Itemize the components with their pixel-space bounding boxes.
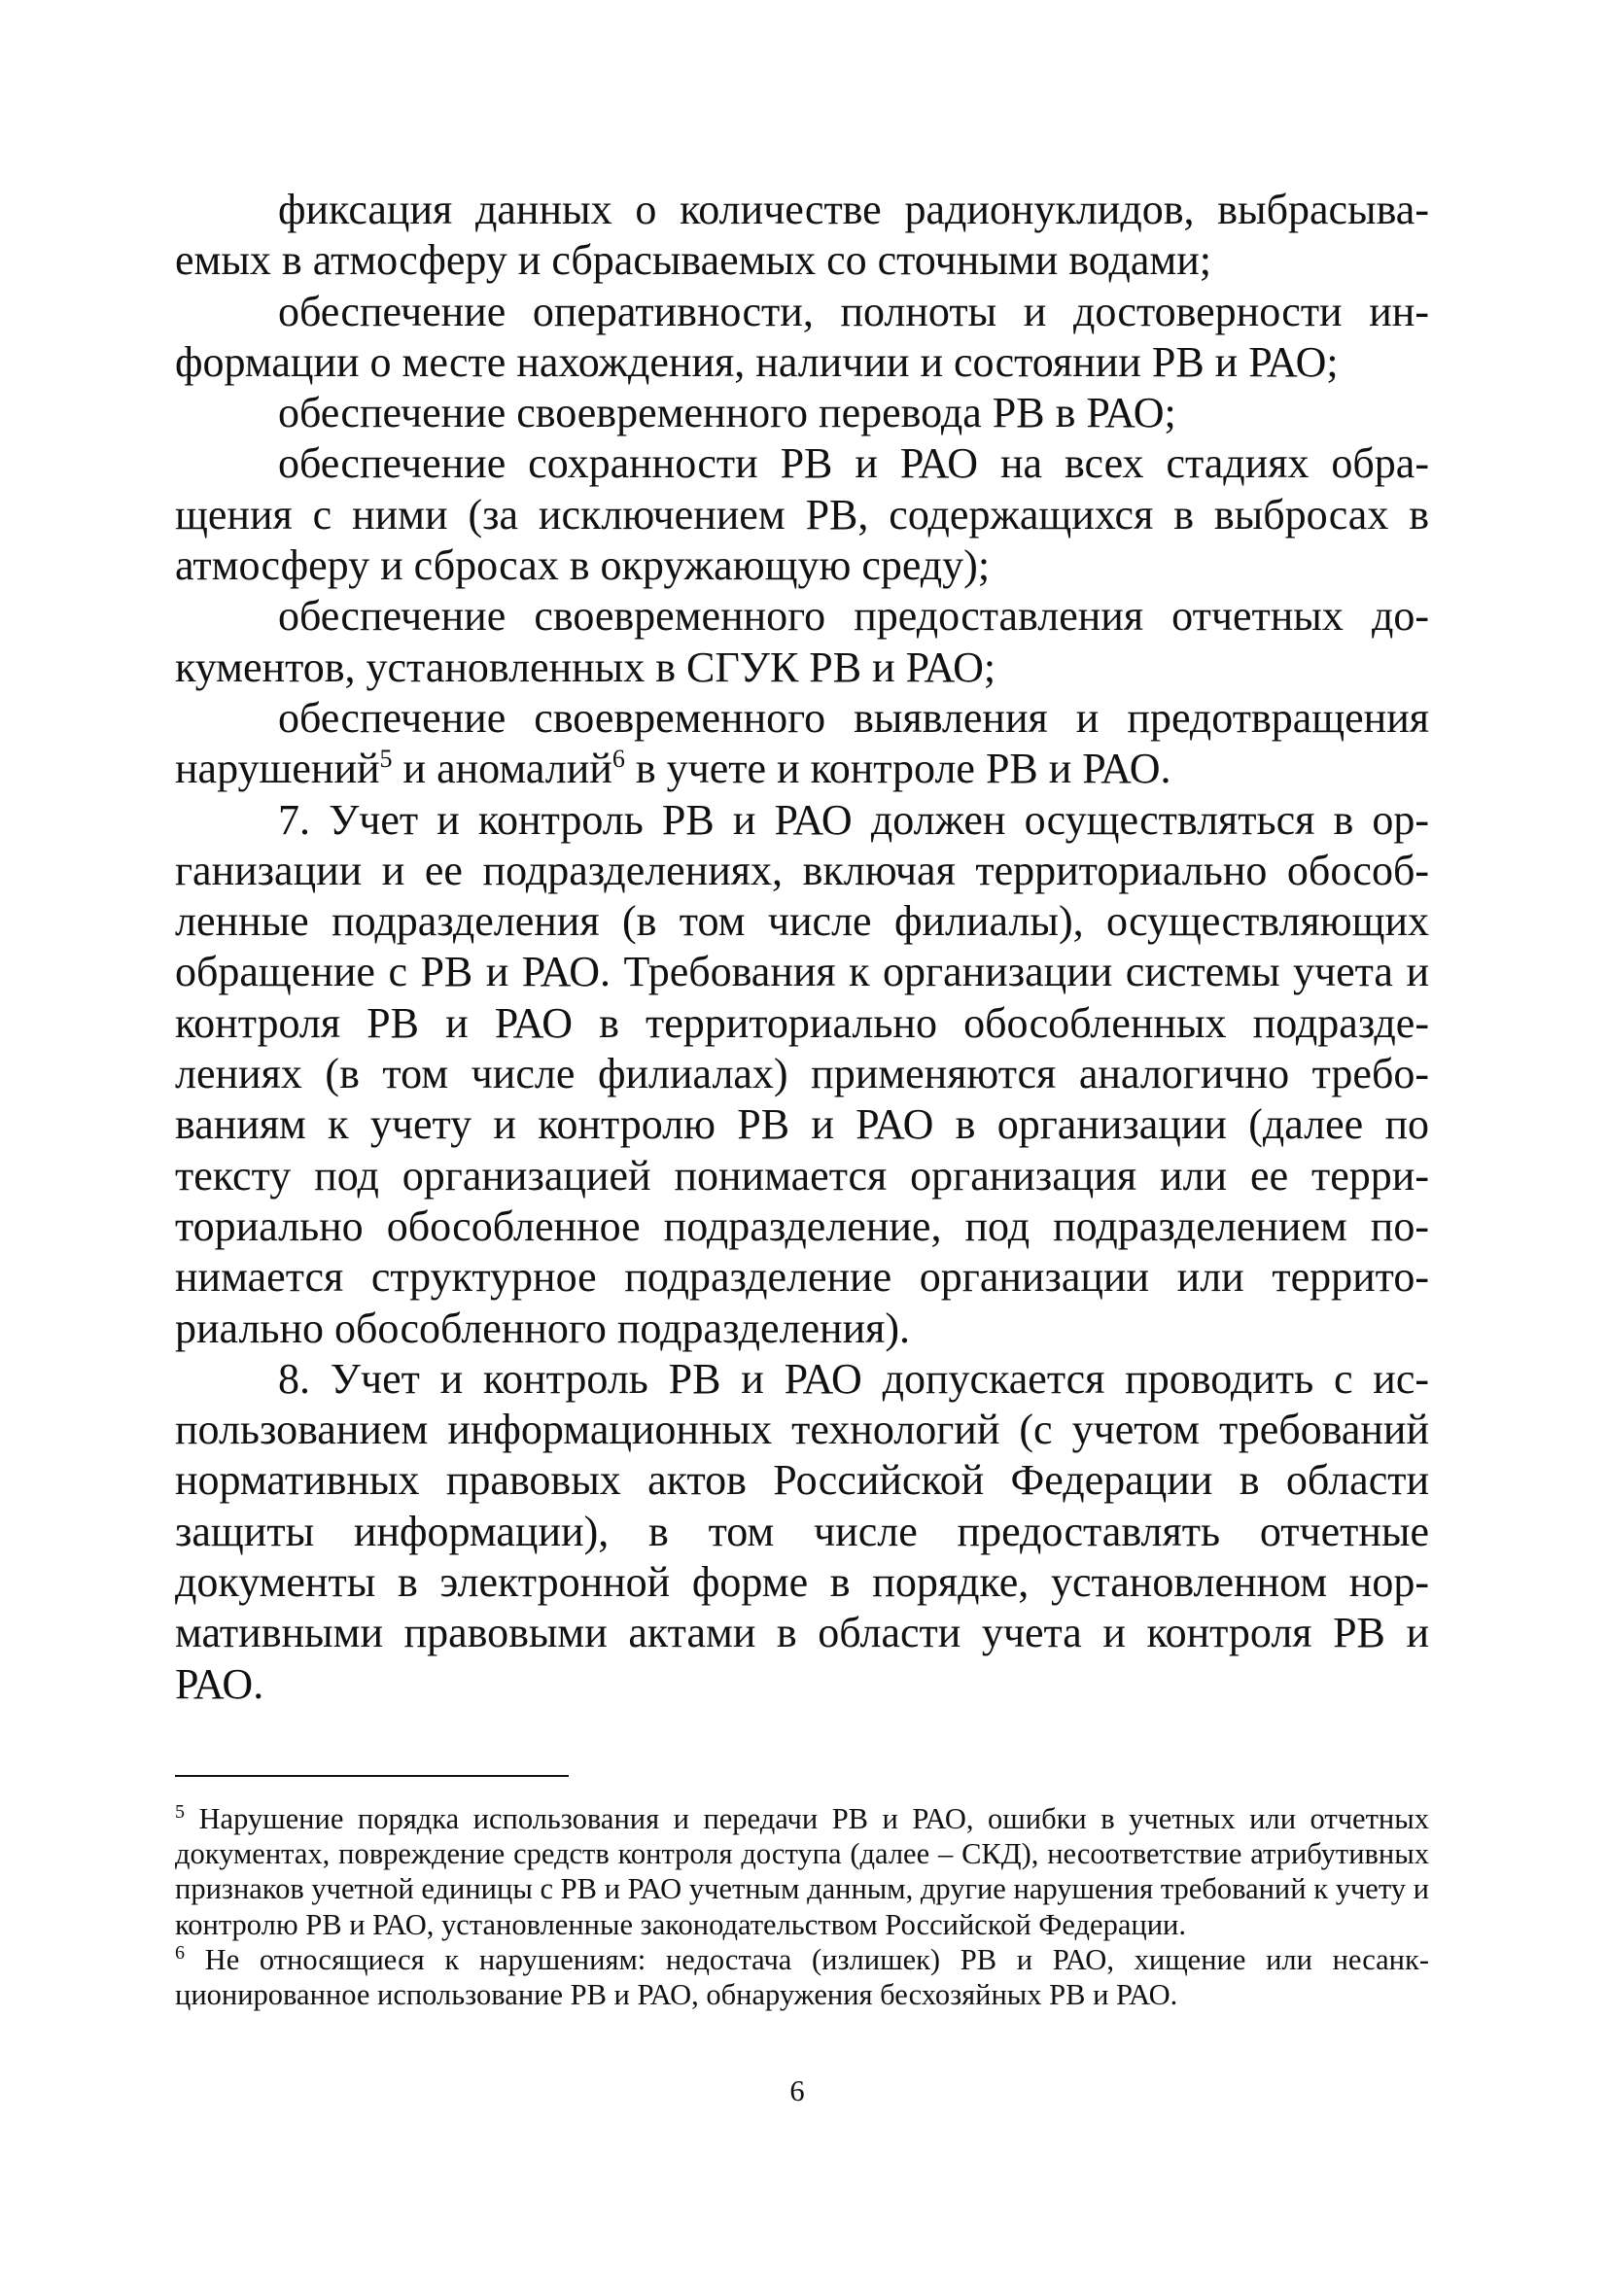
violation-text-middle: и аномалий <box>392 745 612 793</box>
main-text <box>175 185 1429 1710</box>
paragraph-reporting-documents: обеспечение своевременного предоставления отчетных документов, установленных в СГУК РВ и РАО; <box>175 592 1429 691</box>
footnote-separator <box>175 1775 569 1777</box>
footnote-marker-6: 6 <box>175 1941 185 1964</box>
footnote-reference-6: 6 <box>611 745 625 774</box>
paragraph-violation-detection <box>175 693 1429 795</box>
paragraph-safety-storage: обеспечение сохранности РВ и РАО на всех стадиях обращения с ними (за исключением РВ, содержащихся в выбросах в атмосферу и сбросах в окружающую среду); <box>175 439 1429 590</box>
paragraph-section-7: 7. Учет и контроль РВ и РАО должен осуществляться в организации и ее подразделениях, включая территориально обособленные подразделения (в том числе филиалы), осуществляющих обращение с РВ и РАО. Требования к организации системы учета и контроля РВ и РАО в территориально обособленных подразделениях (в том числе филиалах) применяются аналогично требованиям к учету и контролю РВ и РАО в организации (далее по тексту под организацией понимается организация или ее территориально обособленное подразделение, под подразделением понимается структурное подразделение организации или территориально обособленного подразделения). <box>175 795 1429 1352</box>
footnote-5 <box>175 1801 1429 1942</box>
footnote-text-5: Нарушение порядка использования и передачи РВ и РАО, ошибки в учетных или отчетных документах, повреждение средств контроля доступа (далее – СКД), несоответствие атрибутивных признаков учетной единицы с РВ и РАО учетным данным, другие нарушения требований к учету и контролю РВ и РАО, установленные законодательством Российской Федерации. <box>175 1802 1429 1941</box>
footnote-6 <box>175 1942 1429 2012</box>
violation-text-end: в учете и контроле РВ и РАО. <box>624 745 1171 793</box>
footnote-marker-5: 5 <box>175 1801 185 1823</box>
violation-text-start: обеспечение своевременного выявления и предотвращения нарушений <box>175 693 1429 793</box>
paragraph-section-8: 8. Учет и контроль РВ и РАО допускается проводить с использованием информационных технологий (с учетом требований нормативных правовых актов Российской Федерации в области защиты информации), в том числе предоставлять отчетные документы в электронной форме в порядке, установленном нормативными правовыми актами в области учета и контроля РВ и РАО. <box>175 1354 1429 1708</box>
footnotes <box>175 1801 1429 2012</box>
paragraph-information-quality: обеспечение оперативности, полноты и достоверности информации о месте нахождения, наличии и состоянии РВ и РАО; <box>175 287 1429 386</box>
paragraph-radionuclide-data: фиксация данных о количестве радионуклидов, выбрасываемых в атмосферу и сбрасываемых со сточными водами; <box>175 186 1429 285</box>
page-number: 6 <box>789 2074 805 2107</box>
footnote-text-6: Не относящиеся к нарушениям: недостача (излишек) РВ и РАО, хищение или несанкционированное использование РВ и РАО, обнаружения бесхозяйных РВ и РАО. <box>175 1942 1429 2012</box>
footnote-reference-5: 5 <box>379 745 393 774</box>
paragraph-timely-transfer: обеспечение своевременного перевода РВ в РАО; <box>278 389 1176 437</box>
